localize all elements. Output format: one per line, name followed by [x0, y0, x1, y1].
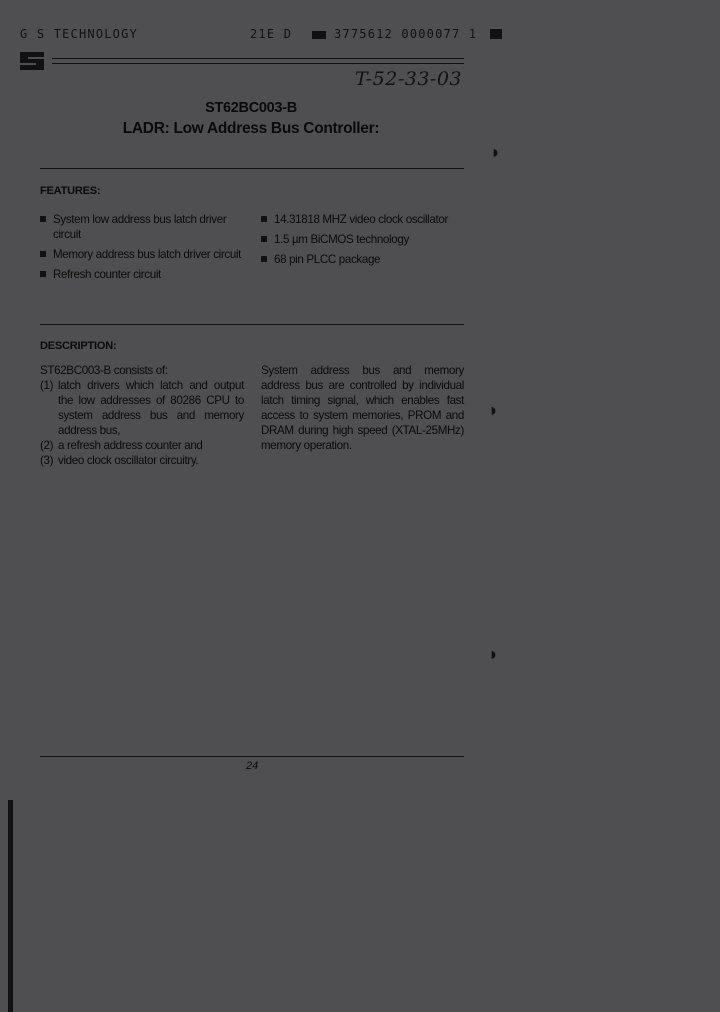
description-heading: DESCRIPTION:: [40, 340, 117, 352]
item-text: video clock oscillator circuitry.: [58, 454, 199, 467]
header-code: 21E D: [250, 27, 293, 41]
binding-hole-icon: ◗: [488, 644, 499, 664]
feature-item: 14.31818 MHZ video clock oscillator: [261, 212, 466, 227]
description-intro: ST62BC003-B consists of:: [40, 364, 168, 377]
item-number: (3): [40, 454, 54, 467]
description-right-column: System address bus and memory address bus are controlled by individual latch timing signal, which enables fast access to system memories, PROM and DRAM during high speed (XTAL-25MHz) memory operation.: [261, 364, 464, 452]
description-item: [40, 438, 244, 453]
feature-item: 68 pin PLCC package: [261, 252, 466, 267]
item-number: (2): [40, 439, 54, 452]
item-number: (1): [40, 379, 54, 392]
features-list-left: [40, 212, 245, 287]
header-rule-top: [52, 58, 464, 59]
footer-rule: [40, 756, 464, 757]
description-item: [40, 453, 244, 468]
company-name: G S TECHNOLOGY: [20, 27, 138, 41]
features-list-right: [261, 212, 466, 272]
header-block-mark: [312, 31, 326, 39]
feature-item: 1.5 µm BiCMOS technology: [261, 232, 466, 247]
binding-hole-icon: ◗: [490, 142, 501, 162]
item-text: latch drivers which latch and output the low addresses of 80286 CPU to system address bus and memory address bus,: [58, 379, 244, 437]
binding-hole-icon: ◗: [488, 400, 499, 420]
handwritten-reference: T-52-33-03: [355, 68, 463, 90]
company-logo-icon: [18, 50, 48, 72]
title-rule: [40, 168, 464, 169]
feature-item: System low address bus latch driver circuit: [40, 212, 245, 242]
description-item: [40, 378, 244, 438]
item-text: a refresh address counter and: [58, 439, 203, 452]
scan-edge-bar: [8, 800, 13, 1012]
feature-item: Memory address bus latch driver circuit: [40, 247, 245, 262]
features-rule: [40, 324, 464, 325]
header-number: 3775612 0000077 1: [334, 27, 478, 41]
document-title: LADR: Low Address Bus Controller:: [122, 120, 380, 137]
part-number: ST62BC003-B: [205, 100, 297, 116]
features-heading: FEATURES:: [40, 185, 101, 197]
header-rule-bottom: [52, 63, 464, 64]
feature-item: Refresh counter circuit: [40, 267, 245, 282]
description-left-column: [40, 363, 244, 468]
header-block-mark-end: [490, 29, 502, 39]
page-number: 24: [246, 760, 259, 772]
